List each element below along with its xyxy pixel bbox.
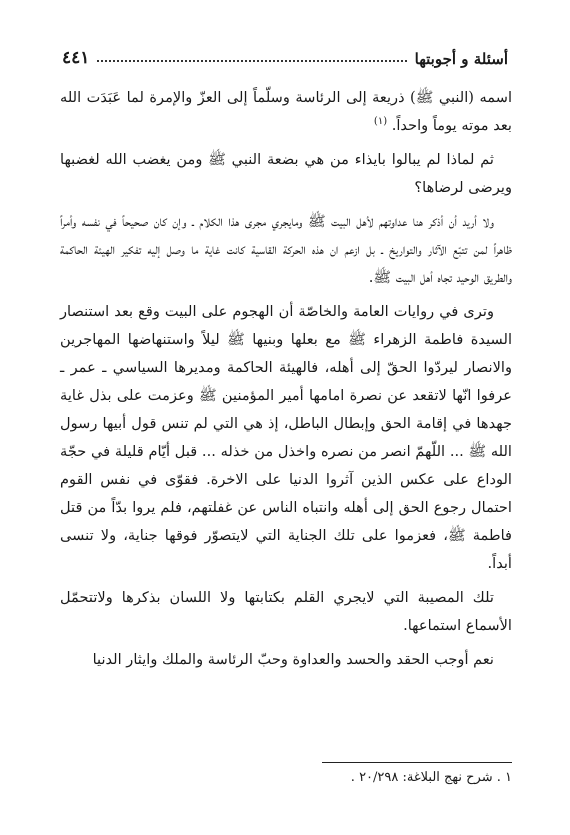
paragraph [60, 84, 512, 140]
page-number: ٤٤١ [62, 48, 90, 68]
paragraph [60, 584, 512, 640]
paragraph [60, 646, 512, 674]
paragraph-text: اسمه (النبي ﷺ) ذريعة إلى الرئاسة وسلّماً إلى العزّ والإمرة لما عَبَدَت الله بعد موته يوماً واحداً. [60, 89, 512, 134]
main-text [60, 84, 512, 680]
header-leader-dots [97, 60, 406, 62]
paragraph [60, 298, 512, 578]
footnote-divider [322, 762, 512, 763]
paragraph-text: نعم أوجب الحقد والحسد والعداوة وحبّ الرئاسة والملك وايثار الدنيا [92, 651, 494, 668]
paragraph-text: وترى في روايات العامة والخاصّة أن الهجوم على البيت وقع بعد استنصار السيدة فاطمة الزهراء ﷺ مع بعلها وبنيها ﷺ ليلاً واستنهاضها المهاجرين والانصار ليردّوا الحقّ إلى أهله، فالهيئة الحاكمة ومديرها السياسي ـ عمر ـ عرفوا انّها لاتقعد عن نصرة امامها أمير المؤمنين ﷺ وعزمت على بذل غاية جهدها في إقامة الحق وإبطال الباطل، إذ هي التي لم تنس قول أبيها رسول الله ﷺ ... اللّهمّ انصر من نصره واخذل من خذله ... قبل أيّام قليلة في حجّة الوداع على عكس الذين آثروا الدنيا على الاخرة. فقوّى في نفس القوم احتمال رجوع الحق إلى أهله وانتباه الناس عن غفلتهم، فلم يروا بدّاً من قتل فاطمة ﷺ، فعزموا على تلك الجناية التي لايتصوّر فوقها جناية، ولا تنسى أبداً. [60, 303, 512, 572]
paragraph-text: ولا أريد أن أذكر هنا عداوتهم لأهل البيت ﷺ ومايجري مجرى هذا الكلام ـ وإن كان صحيحاً في نفسه وأمراً ظاهراً لمن تتبّع الآثار والتواريخ ـ بل ازعم ان هذه الحركة القاسية كانت غاية ما وصل إليه تفكير الهيئة الحاكمة والطريق الوحيد تجاه أهل البيت ﷺ. [60, 213, 512, 286]
footnote-text: ١ . شرح نهج البلاغة: ٢٠/٢٩٨ . [350, 770, 512, 785]
paragraph-text: ثم لماذا لم يبالوا بايذاء من هي بضعة النبي ﷺ ومن يغضب الله لغضبها ويرضى لرضاها؟ [60, 151, 512, 196]
running-header [62, 42, 508, 68]
paragraph-text: تلك المصيبة التي لايجري القلم بكتابتها ولا اللسان بذكرها ولاتتحمّل الأسماع استماعها. [60, 589, 512, 634]
paragraph [60, 146, 512, 202]
footnote [60, 768, 512, 788]
paragraph [60, 208, 512, 292]
footnote-reference: (١) [373, 116, 388, 128]
running-title: أسئلة و أجوبتها [414, 50, 508, 68]
